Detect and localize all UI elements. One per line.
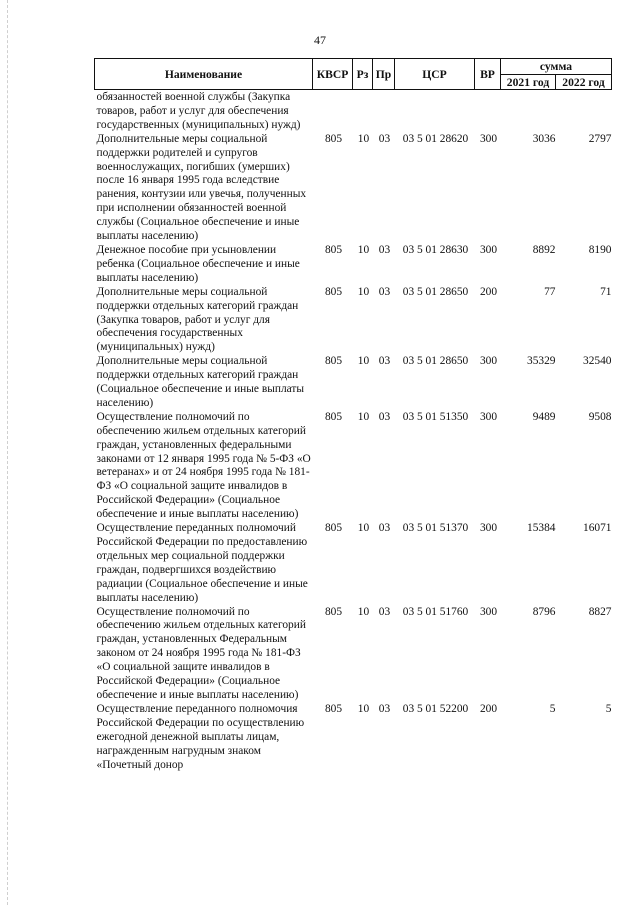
row-pr: 03 bbox=[378, 243, 391, 256]
row-sum-2021: 8796 bbox=[532, 605, 556, 618]
header-summa: сумма bbox=[501, 59, 612, 75]
row-csr: 03 5 01 52200 bbox=[402, 702, 469, 715]
row-name: Осуществление переданного полномочия Российской Федерации по осуществлению ежегодной денежной выплаты лицам, награжденным нагрудным знаком «Почетный донор bbox=[96, 702, 305, 771]
row-kvsr: 805 bbox=[324, 410, 343, 423]
table-row bbox=[95, 286, 612, 356]
row-name: Осуществление переданных полномочий Российской Федерации по предоставлению отдельных мер социальной поддержки граждан, подвергшихся воздействию радиации (Социальное обеспечение и иные выплаты населению) bbox=[96, 522, 308, 604]
table-row bbox=[95, 703, 612, 773]
row-pr: 03 bbox=[378, 132, 391, 145]
row-kvsr: 805 bbox=[324, 132, 343, 145]
row-name: Осуществление полномочий по обеспечению жильем отдельных категорий граждан, установленных федеральными законами от 12 января 1995 года № 5-ФЗ «О ветеранах» и от 24 ноября 1995 года № 181-ФЗ «О социальной защите инвалидов в Российской Федерации» (Социальное обеспечение и иные выплаты населению) bbox=[96, 410, 311, 521]
row-sum-2021: 77 bbox=[544, 285, 556, 298]
row-sum-2021: 3036 bbox=[532, 132, 556, 145]
row-pr: 03 bbox=[378, 605, 391, 618]
header-csr: ЦСР bbox=[395, 59, 475, 90]
row-kvsr: 805 bbox=[324, 522, 343, 535]
row-vr: 300 bbox=[479, 410, 498, 423]
row-vr: 300 bbox=[479, 132, 498, 145]
row-csr: 03 5 01 28650 bbox=[402, 285, 469, 298]
row-rz: 10 bbox=[357, 132, 370, 145]
row-csr: 03 5 01 28630 bbox=[402, 243, 469, 256]
row-sum-2022: 8190 bbox=[588, 243, 612, 256]
header-pr: Пр bbox=[373, 59, 395, 90]
row-rz: 10 bbox=[357, 355, 370, 368]
row-rz: 10 bbox=[357, 410, 370, 423]
header-year-2022: 2022 год bbox=[556, 75, 612, 90]
table-body bbox=[95, 90, 612, 773]
row-vr: 200 bbox=[479, 285, 498, 298]
row-pr: 03 bbox=[378, 410, 391, 423]
row-name: Денежное пособие при усыновлении ребенка (Социальное обеспечение и иные выплаты населению) bbox=[96, 243, 300, 284]
header-kvsr: КВСР bbox=[313, 59, 353, 90]
row-pr: 03 bbox=[378, 522, 391, 535]
table-row bbox=[95, 244, 612, 286]
row-csr: 03 5 01 28650 bbox=[402, 355, 469, 368]
row-name: Дополнительные меры социальной поддержки родителей и супругов военнослужащих, погибших (умерших) после 16 января 1995 года вследствие ранения, контузии или увечья, полученных при исполнении обязанностей военной службы (Социальное обеспечение и иные выплаты населению) bbox=[96, 132, 307, 243]
row-csr: 03 5 01 51350 bbox=[402, 410, 469, 423]
row-pr: 03 bbox=[378, 702, 391, 715]
table-row bbox=[95, 606, 612, 703]
row-sum-2021: 9489 bbox=[532, 410, 556, 423]
row-rz: 10 bbox=[357, 285, 370, 298]
row-name: Дополнительные меры социальной поддержки отдельных категорий граждан (Закупка товаров, работ и услуг для обеспечения государственных (муниципальных) нужд) bbox=[96, 285, 299, 354]
table-row bbox=[95, 133, 612, 244]
table-row bbox=[95, 522, 612, 605]
table-row-continuation bbox=[95, 90, 612, 133]
header-year-2021: 2021 год bbox=[501, 75, 556, 90]
row-csr: 03 5 01 51370 bbox=[402, 522, 469, 535]
row-rz: 10 bbox=[357, 243, 370, 256]
row-csr: 03 5 01 51760 bbox=[402, 605, 469, 618]
header-vr: ВР bbox=[475, 59, 501, 90]
row-kvsr: 805 bbox=[324, 605, 343, 618]
row-pr: 03 bbox=[378, 355, 391, 368]
row-sum-2022: 32540 bbox=[583, 355, 612, 368]
row-rz: 10 bbox=[357, 605, 370, 618]
budget-table bbox=[94, 58, 612, 772]
table-row bbox=[95, 355, 612, 411]
row-name: Осуществление полномочий по обеспечению жильем отдельных категорий граждан, установленных Федеральным законом от 24 ноября 1995 года № 181-ФЗ «О социальной защите инвалидов в Российской Федерации» (Социальное обеспечение и иные выплаты населению) bbox=[96, 605, 306, 701]
row-sum-2022: 9508 bbox=[588, 410, 612, 423]
row-sum-2022: 5 bbox=[605, 702, 612, 715]
header-name: Наименование bbox=[95, 59, 313, 90]
row-pr: 03 bbox=[378, 285, 391, 298]
row-kvsr: 805 bbox=[324, 285, 343, 298]
row-name: Дополнительные меры социальной поддержки отдельных категорий граждан (Социальное обеспечение и иные выплаты населению) bbox=[96, 355, 305, 409]
row-kvsr: 805 bbox=[324, 702, 343, 715]
row-kvsr: 805 bbox=[324, 355, 343, 368]
row-csr: 03 5 01 28620 bbox=[402, 132, 469, 145]
row-sum-2021: 15384 bbox=[527, 522, 556, 535]
table-row bbox=[95, 411, 612, 522]
row-kvsr: 805 bbox=[324, 243, 343, 256]
scan-edge-line bbox=[7, 0, 9, 905]
row-rz: 10 bbox=[357, 702, 370, 715]
row-sum-2021: 35329 bbox=[527, 355, 556, 368]
row-sum-2022: 71 bbox=[600, 285, 612, 298]
row-sum-2022: 16071 bbox=[583, 522, 612, 535]
row-sum-2022: 2797 bbox=[588, 132, 612, 145]
row-vr: 300 bbox=[479, 605, 498, 618]
header-rz: Рз bbox=[353, 59, 373, 90]
row-vr: 300 bbox=[479, 522, 498, 535]
continuation-text: обязанностей военной службы (Закупка товаров, работ и услуг для обеспечения государственных (муниципальных) нужд) bbox=[96, 91, 301, 131]
row-vr: 300 bbox=[479, 243, 498, 256]
row-sum-2021: 8892 bbox=[532, 243, 556, 256]
row-sum-2022: 8827 bbox=[588, 605, 612, 618]
page-number: 47 bbox=[314, 33, 326, 47]
row-vr: 300 bbox=[479, 355, 498, 368]
row-sum-2021: 5 bbox=[549, 702, 556, 715]
row-rz: 10 bbox=[357, 522, 370, 535]
row-vr: 200 bbox=[479, 702, 498, 715]
